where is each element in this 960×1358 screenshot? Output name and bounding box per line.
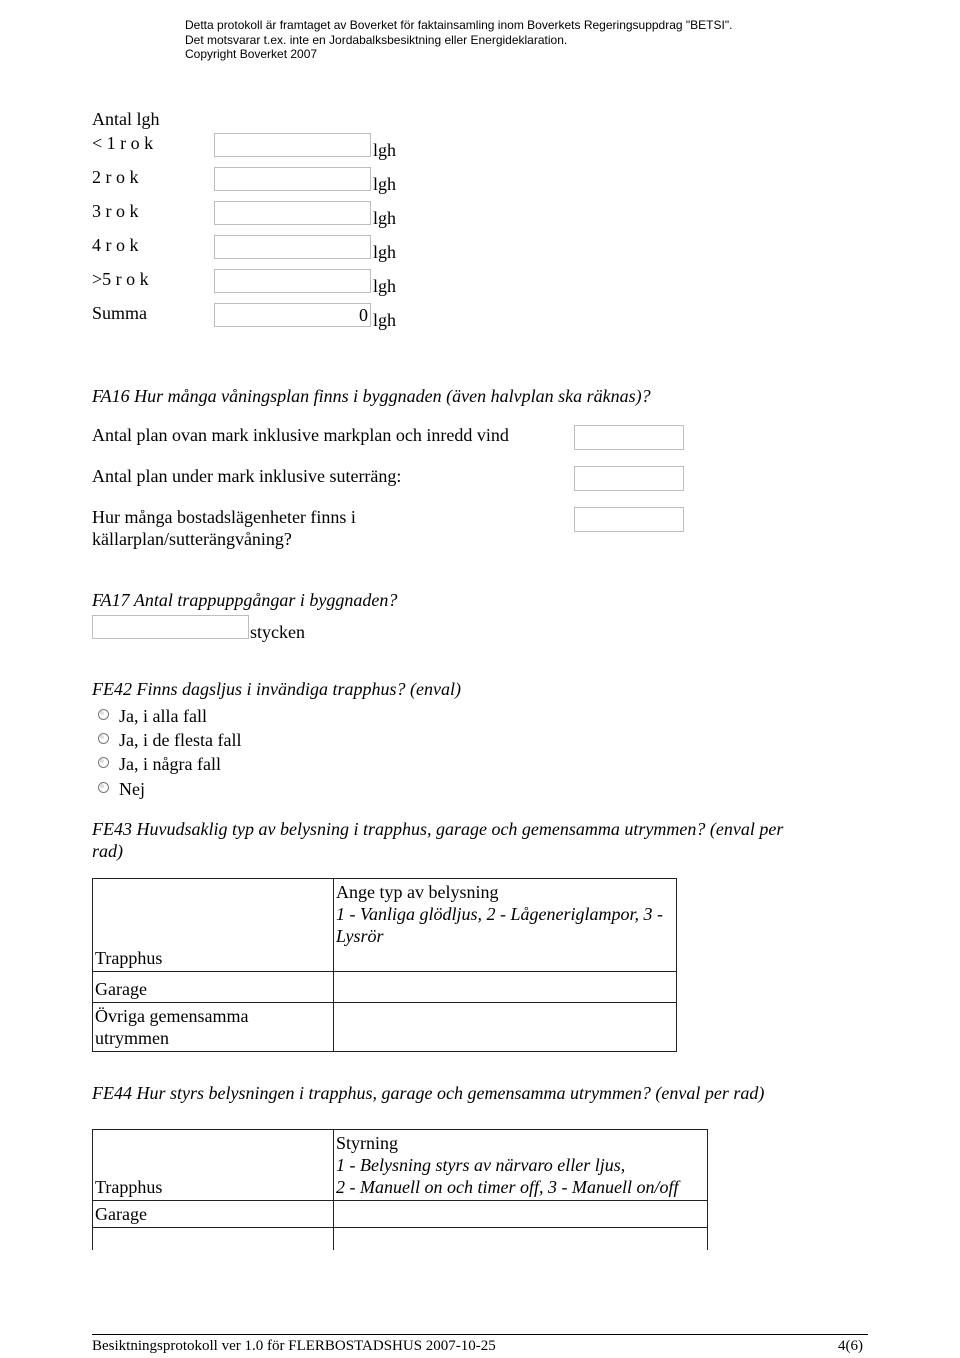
footer-divider [92,1334,868,1335]
footer-page-number: 4(6) [838,1338,863,1354]
fa16-q3-line-1: Hur många bostadslägenheter finns i [92,507,356,527]
apt-unit-5: lgh [373,276,397,296]
fa16-q1-input[interactable] [574,425,684,450]
fa17-input[interactable] [92,615,249,639]
table-row [93,1228,708,1251]
fe44-cell-trapphus[interactable] [334,1201,708,1228]
fe44-row-label-garage: Garage [93,1201,334,1228]
fa16-q1-label: Antal plan ovan mark inklusive markplan och inredd vind [92,425,509,445]
fe43-col-sub-2: Lysrör [336,926,384,946]
apt-unit-1: lgh [373,140,397,160]
apt-label-1: < 1 r o k [92,133,154,153]
fe43-header-cell [334,879,677,972]
fa16-q3-input[interactable] [574,507,684,532]
fa16-q2-label: Antal plan under mark inklusive suterräng: [92,466,402,486]
apt-input-4[interactable] [214,235,371,259]
fe42-question: FE42 Finns dagsljus i invändiga trapphus? (enval) [92,679,461,699]
fe43-question-line-2: rad) [92,841,123,861]
fa16-question: FA16 Hur många våningsplan finns i byggnaden (även halvplan ska räknas)? [92,386,651,406]
apt-unit-2: lgh [373,174,397,194]
fa16-q3-line-2: källarplan/sutterängvåning? [92,529,292,549]
apt-input-sum[interactable] [214,303,371,327]
apt-label-5: >5 r o k [92,269,149,289]
fe43-cell-trapphus[interactable] [334,972,677,1003]
fe43-row-label-ovriga-1: Övriga gemensamma [95,1006,249,1026]
fe43-col-title: Ange typ av belysning [336,882,499,902]
apt-unit-sum: lgh [373,310,397,330]
header-line-2: Det motsvarar t.ex. inte en Jordabalksbesiktning eller Energideklaration. [185,32,568,47]
apt-input-2[interactable] [214,167,371,191]
radio-label-3: Ja, i några fall [119,754,221,774]
apt-unit-3: lgh [373,208,397,228]
fe44-header-cell [334,1130,708,1201]
apt-input-3[interactable] [214,201,371,225]
radio-option-1[interactable] [98,709,109,720]
radio-label-4: Nej [119,779,145,799]
fe44-row-label-trapphus: Trapphus [93,1130,334,1201]
fe44-table [92,1129,708,1250]
radio-label-2: Ja, i de flesta fall [119,730,242,750]
radio-option-4[interactable] [98,782,109,793]
radio-option-2[interactable] [98,733,109,744]
fe43-row-label-garage: Garage [93,972,334,1003]
page-header [185,18,732,62]
table-row [93,879,677,972]
fe43-row-label-trapphus: Trapphus [93,879,334,972]
table-row [93,1201,708,1228]
apt-label-2: 2 r o k [92,167,139,187]
apt-input-5[interactable] [214,269,371,293]
table-row [93,972,677,1003]
apartments-title: Antal lgh [92,109,160,129]
radio-option-3[interactable] [98,757,109,768]
footer-left: Besiktningsprotokoll ver 1.0 för FLERBOSTADSHUS 2007-10-25 [92,1338,496,1354]
header-line-1: Detta protokoll är framtaget av Boverket för faktainsamling inom Boverkets Regeringsuppdrag "BETSI". [185,18,733,32]
table-row [93,1003,677,1052]
fa17-unit: stycken [250,622,305,642]
fe44-row-label-empty [93,1228,334,1251]
fe43-table [92,878,677,1052]
fa16-q3-label [92,506,356,550]
table-row [93,1130,708,1201]
fe44-cell-garage[interactable] [334,1228,708,1251]
apt-label-4: 4 r o k [92,235,139,255]
radio-label-1: Ja, i alla fall [119,706,207,726]
fe44-col-sub-1: 1 - Belysning styrs av närvaro eller ljus, [336,1155,626,1175]
fe44-col-sub-2: 2 - Manuell on och timer off, 3 - Manuell on/off [336,1177,679,1197]
fa17-question: FA17 Antal trappuppgångar i byggnaden? [92,590,398,610]
fe44-col-title: Styrning [336,1133,399,1153]
fe43-row-label-ovriga [93,1003,334,1052]
fe44-question: FE44 Hur styrs belysningen i trapphus, garage och gemensamma utrymmen? (enval per rad) [92,1083,765,1103]
fe43-col-sub-1: 1 - Vanliga glödljus, 2 - Lågeneriglampor, 3 - [336,904,663,924]
fa16-q2-input[interactable] [574,466,684,491]
apt-input-1[interactable] [214,133,371,157]
fe43-question-line-1: FE43 Huvudsaklig typ av belysning i trapphus, garage och gemensamma utrymmen? (enval per [92,819,784,839]
apt-unit-4: lgh [373,242,397,262]
fe43-cell-ovriga[interactable] [334,1003,677,1052]
apt-label-sum: Summa [92,303,148,323]
apt-label-3: 3 r o k [92,201,139,221]
fe43-row-label-ovriga-2: utrymmen [95,1028,169,1048]
header-line-3: Copyright Boverket 2007 [185,47,318,61]
